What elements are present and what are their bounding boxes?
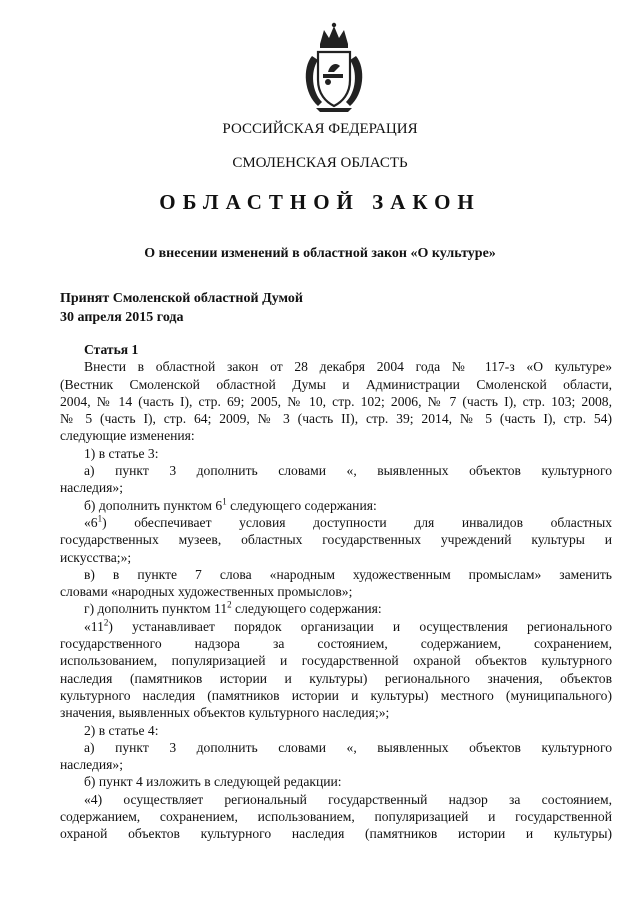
body-line: наследия (памятников истории и культуры) регионального значения, объектов <box>60 670 612 686</box>
body-line: охраной объектов культурного наследия (памятников истории и культуры) <box>60 826 612 842</box>
body-line: № 5 (часть I), стр. 64; 2009, № 3 (часть II), стр. 39; 2014, № 5 (часть I), стр. 54) <box>60 411 612 427</box>
body-line: б) пункт 4 изложить в следующей редакции: <box>84 774 342 790</box>
adoption-date: 30 апреля 2015 года <box>60 310 184 325</box>
superscript: 1 <box>222 496 227 507</box>
region-heading: СМОЛЕНСКАЯ ОБЛАСТЬ <box>232 155 408 171</box>
federation-heading: РОССИЙСКАЯ ФЕДЕРАЦИЯ <box>222 121 418 137</box>
body-line: «$11^2$) устанавливает порядок организации и осуществления регионального <box>84 617 612 634</box>
body-line: наследия»; <box>60 480 123 496</box>
superscript: 1 <box>97 513 103 524</box>
body-line: содержанием, сохранением, использованием, популяризацией и государственной <box>60 809 612 825</box>
article-heading: Статья 1 <box>84 342 139 357</box>
body-line: г) дополнить пунктом $11^2$ следующего содержания: <box>84 599 382 617</box>
body-line: (Вестник Смоленской областной Думы и Администрации Смоленской области, <box>60 376 612 392</box>
body-line: Внести в областной закон от 28 декабря 2004 года № 117-з «О культуре» <box>84 359 612 375</box>
body-line: значения, выявленных объектов культурного наследия;»; <box>60 705 390 721</box>
body-line: следующие изменения: <box>60 428 195 444</box>
superscript: 2 <box>103 617 109 628</box>
body-line: б) дополнить пунктом $6^1$ следующего содержания: <box>84 496 377 513</box>
body-line: а) пункт 3 дополнить словами «, выявленных объектов культурного <box>84 739 612 755</box>
body-line: в) в пункте 7 слова «народным художественным промыслам» заменить <box>84 566 612 582</box>
coat-of-arms-icon <box>298 22 370 114</box>
body-line: а) пункт 3 дополнить словами «, выявленных объектов культурного <box>84 463 612 479</box>
body-line: 1) в статье 3: <box>84 445 159 461</box>
body-line: 2004, № 14 (часть I), стр. 69; 2005, № 10, стр. 102; 2006, № 7 (часть I), стр. 103; 2008, <box>60 393 612 409</box>
document-title: О внесении изменений в областной закон «О культуре» <box>144 246 496 261</box>
body-line: культурного наследия (памятников истории и культуры) местного (муниципального) <box>60 687 612 703</box>
body-line: государственного надзора за состоянием, содержанием, сохранением, <box>60 636 612 652</box>
body-line: наследия»; <box>60 757 123 773</box>
adoption-info <box>60 289 303 327</box>
body-line: 2) в статье 4: <box>84 722 159 738</box>
body-line: словами «народных художественных промыслов»; <box>60 584 353 600</box>
body-line: использованием, популяризацией и государственной охраной объектов культурного <box>60 653 612 669</box>
body-line: искусства;»; <box>60 549 132 565</box>
adoption-line: Принят Смоленской областной Думой <box>60 291 303 306</box>
body-line: «4) осуществляет региональный государственный надзор за состоянием, <box>84 791 612 807</box>
body-line: государственных музеев, областных государственных учреждений культуры и <box>60 532 612 548</box>
superscript: 2 <box>227 599 232 610</box>
document-type-heading: ОБЛАСТНОЙ ЗАКОН <box>159 190 481 214</box>
body-line: «$6^1$) обеспечивает условия доступности для инвалидов областных <box>84 513 612 530</box>
document-body <box>60 341 612 843</box>
